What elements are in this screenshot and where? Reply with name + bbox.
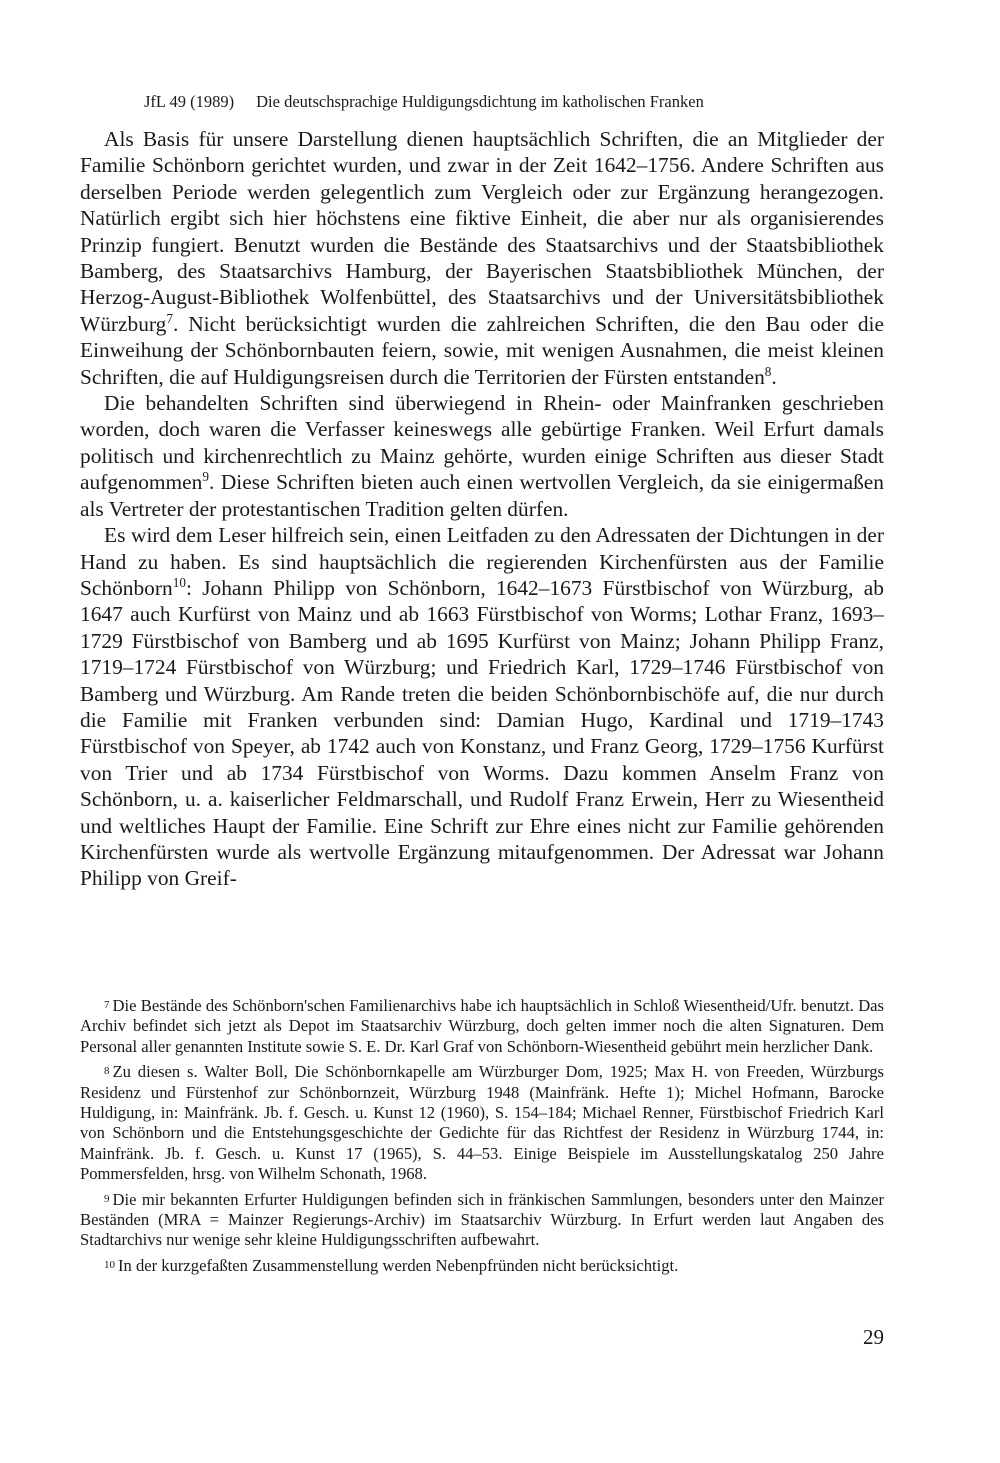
footnote-reference[interactable]: 7	[166, 310, 173, 326]
footnote-number: 9	[104, 1192, 110, 1205]
footnote-text: Zu diesen s. Walter Boll, Die Schönbornkapelle am Würzburger Dom, 1925; Max H. von Freeden, Würzburgs Residenz und Fürstenhof zur Schönbornzeit, Würzburg 1948 (Mainfränk. Hefte 1); Michel Hofmann, Barocke Huldigung, in: Mainfränk. Jb. f. Gesch. u. Kunst 12 (1960), S. 154–184; Michael Renner, Fürstbischof Friedrich Karl von Schönborn und die Entstehungsgeschichte der Gedichte für das Richtfest der Residenz in Würzburg 1744, in: Mainfränk. Jb. f. Gesch. u. Kunst 17 (1965), S. 44–53. Einige Beispiele im Ausstellungskatalog 250 Jahre Pommersfelden, hrsg. von Wilhelm Schonath, 1968.	[80, 1062, 884, 1184]
paragraph	[80, 126, 884, 390]
paragraph	[80, 390, 884, 522]
footnote	[80, 1189, 884, 1251]
footnote-number: 8	[104, 1065, 110, 1078]
footnote-reference[interactable]: 9	[202, 469, 209, 485]
footnote	[80, 1061, 884, 1184]
paragraph-text: .	[771, 364, 777, 389]
footnotes	[80, 995, 884, 1280]
footnote-reference[interactable]: 10	[172, 574, 186, 590]
footnote	[80, 1255, 884, 1276]
footnote-text: Die Bestände des Schönborn'schen Familienarchivs habe ich hauptsächlich in Schloß Wiesentheid/Ufr. benutzt. Das Archiv befindet sich jetzt als Depot im Staatsarchiv Würzburg, doch gelten immer noch die alten Signaturen. Dem Personal aller genannten Institute sowie S. E. Dr. Karl Graf von Schönborn-Wiesentheid gebührt mein herzlicher Dank.	[80, 996, 884, 1056]
paragraph-text: Als Basis für unsere Darstellung dienen hauptsächlich Schriften, die an Mitglieder der Familie Schönborn gerichtet wurden, und zwar in der Zeit 1642–1756. Andere Schriften aus derselben Periode werden gelegentlich zum Vergleich oder zur Ergänzung herangezogen. Natürlich ergibt sich hier höchstens eine fiktive Einheit, die aber nur als organisierendes Prinzip fungiert. Benutzt wurden die Bestände des Staatsarchivs und der Staatsbibliothek Bamberg, des Staatsarchivs Hamburg, der Bayerischen Staatsbibliothek München, der Herzog-August-Bibliothek Wolfenbüttel, des Staatsarchivs und der Universitätsbibliothek Würzburg	[80, 127, 884, 336]
page-number: 29	[863, 1325, 884, 1349]
footnote-text: Die mir bekannten Erfurter Huldigungen befinden sich in fränkischen Sammlungen, besonders unter den Mainzer Beständen (MRA = Mainzer Regierungs-Archiv) im Staatsarchiv Würzburg. In Erfurt werden laut Angaben des Stadtarchivs nur wenige sehr kleine Huldigungsschriften aufbewahrt.	[80, 1189, 884, 1250]
body-text	[80, 126, 884, 892]
running-title: Die deutschsprachige Huldigungsdichtung im katholischen Franken	[256, 92, 704, 111]
paragraph-text: . Nicht berücksichtigt wurden die zahlreichen Schriften, die den Bau oder die Einweihung der Schönbornbauten feiern, sowie, mit wenigen Ausnahmen, die meist kleinen Schriften, die auf Huldigungsreisen durch die Territorien der Fürsten entstanden	[80, 311, 884, 389]
footnote	[80, 995, 884, 1057]
footnote-number: 10	[104, 1258, 115, 1271]
journal-citation: JfL 49 (1989)	[144, 92, 235, 111]
paragraph-text: . Diese Schriften bieten auch einen wertvollen Vergleich, da sie einigermaßen als Vertreter der protestantischen Tradition gelten dürfen.	[80, 470, 884, 521]
footnote-reference[interactable]: 8	[764, 363, 772, 379]
paragraph-text: : Johann Philipp von Schönborn, 1642–1673 Fürstbischof von Würzburg, ab 1647 auch Kurfürst von Mainz und ab 1663 Fürstbischof von Worms; Lothar Franz, 1693–1729 Fürstbischof von Bamberg und ab 1695 Kurfürst von Mainz; Johann Philipp Franz, 1719–1724 Fürstbischof von Würzburg; und Friedrich Karl, 1729–1746 Fürstbischof von Bamberg und Würzburg. Am Rande treten die beiden Schönbornbischöfe auf, die nur durch die Familie mit Franken verbunden sind: Damian Hugo, Kardinal und 1719–1743 Fürstbischof von Speyer, ab 1742 auch von Konstanz, und Franz Georg, 1729–1756 Kurfürst von Trier und ab 1734 Fürstbischof von Worms. Dazu kommen Anselm Franz von Schönborn, u. a. kaiserlicher Feldmarschall, und Rudolf Franz Erwein, Herr zu Wiesentheid und weltliches Haupt der Familie. Eine Schrift zur Ehre eines nicht zur Familie gehörenden Kirchenfürsten wurde als wertvolle Ergänzung mitaufgenommen. Der Adressat war Johann Philipp von Greif-	[80, 575, 884, 891]
footnote-number: 7	[104, 999, 110, 1011]
footnote-text: In der kurzgefaßten Zusammenstellung werden Nebenpfründen nicht berücksichtigt.	[118, 1255, 679, 1275]
paragraph-text: Die behandelten Schriften sind überwiegend in Rhein- oder Mainfranken geschrieben worden, doch waren die Verfasser keineswegs alle gebürtige Franken. Weil Erfurt damals politisch und kirchenrechtlich zu Mainz gehörte, wurden einige Schriften aus dieser Stadt aufgenommen	[80, 391, 884, 495]
paragraph-text: Es wird dem Leser hilfreich sein, einen Leitfaden zu den Adressaten der Dichtungen in der Hand zu haben. Es sind hauptsächlich die regierenden Kirchenfürsten aus der Familie Schönborn	[80, 523, 884, 600]
running-header	[144, 92, 864, 112]
paragraph	[80, 522, 884, 892]
